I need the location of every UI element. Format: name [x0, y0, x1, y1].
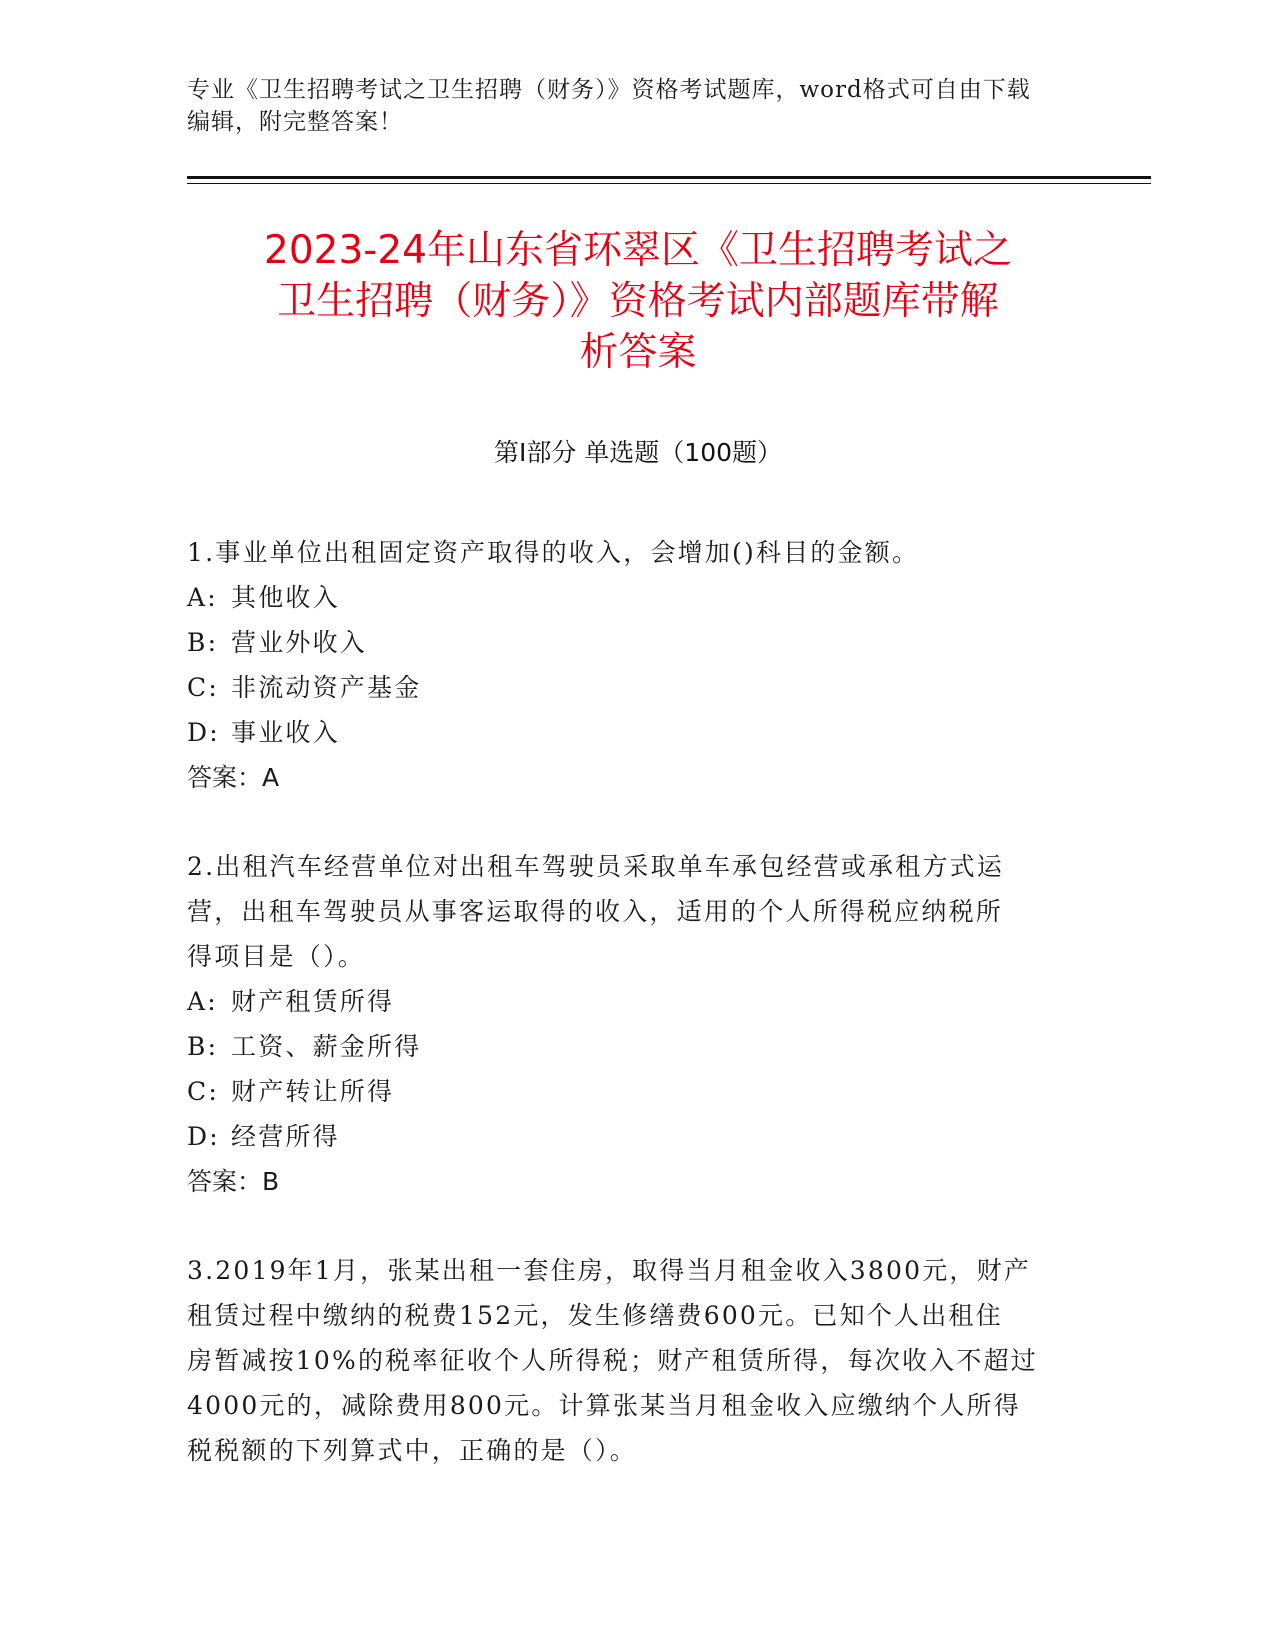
- option-label: A:: [187, 583, 218, 612]
- question-stem: 1.事业单位出租固定资产取得的收入，会增加()科目的金额。: [187, 538, 920, 567]
- document-title: [187, 225, 1089, 378]
- option-text: 其他收入: [231, 583, 340, 612]
- option-text: 非流动资产基金: [231, 673, 422, 702]
- option-a: [187, 575, 1077, 620]
- answer-line: 答案：A: [187, 763, 280, 792]
- question-1: [187, 530, 1077, 800]
- header-divider-thin: [187, 183, 1151, 184]
- option-a: [187, 979, 1077, 1024]
- option-label: C:: [187, 1077, 219, 1106]
- option-label: D:: [187, 718, 220, 747]
- header-note-line-2: 编辑，附完整答案！: [187, 109, 403, 135]
- option-d: [187, 710, 1077, 755]
- question-list: [187, 530, 1077, 1517]
- question-stem-line: 得项目是（）。: [187, 942, 365, 971]
- question-stem-line: 税税额的下列算式中，正确的是（）。: [187, 1436, 637, 1465]
- option-label: B:: [187, 628, 219, 657]
- question-stem-line: 3.2019年1月，张某出租一套住房，取得当月租金收入3800元，财产: [187, 1256, 1032, 1285]
- option-text: 财产转让所得: [231, 1077, 395, 1106]
- option-text: 事业收入: [231, 718, 340, 747]
- title-line-1: 2023-24年山东省环翠区《卫生招聘考试之: [264, 228, 1012, 273]
- option-text: 营业外收入: [231, 628, 368, 657]
- option-text: 工资、薪金所得: [231, 1032, 422, 1061]
- question-2: [187, 844, 1077, 1204]
- option-label: D:: [187, 1122, 220, 1151]
- header-note-line-1: 专业《卫生招聘考试之卫生招聘（财务）》资格考试题库，word格式可自由下载: [187, 77, 1031, 103]
- option-label: C:: [187, 673, 219, 702]
- option-d: [187, 1114, 1077, 1159]
- option-c: [187, 665, 1077, 710]
- question-stem-line: 2.出租汽车经营单位对出租车驾驶员采取单车承包经营或承租方式运: [187, 852, 1005, 881]
- question-stem-line: 营，出租车驾驶员从事客运取得的收入，适用的个人所得税应纳税所: [187, 897, 1004, 926]
- question-stem-line: 租赁过程中缴纳的税费152元，发生修缮费600元。已知个人出租住: [187, 1301, 1003, 1330]
- header-note: [187, 74, 1087, 138]
- question-3: [187, 1248, 1077, 1473]
- option-label: B:: [187, 1032, 219, 1061]
- question-stem-line: 4000元的，减除费用800元。计算张某当月租金收入应缴纳个人所得: [187, 1391, 1021, 1420]
- title-line-2: 卫生招聘（财务）》资格考试内部题库带解: [277, 279, 999, 324]
- option-c: [187, 1069, 1077, 1114]
- option-text: 财产租赁所得: [231, 987, 395, 1016]
- option-text: 经营所得: [231, 1122, 340, 1151]
- section-heading: 第Ⅰ部分 单选题（100题）: [493, 438, 783, 467]
- question-stem-line: 房暂减按10%的税率征收个人所得税；财产租赁所得，每次收入不超过: [187, 1346, 1038, 1375]
- answer-line: 答案：B: [187, 1167, 280, 1196]
- header-divider-thick: [187, 176, 1151, 179]
- option-b: [187, 1024, 1077, 1069]
- title-line-3: 析答案: [579, 330, 697, 375]
- option-b: [187, 620, 1077, 665]
- option-label: A:: [187, 987, 218, 1016]
